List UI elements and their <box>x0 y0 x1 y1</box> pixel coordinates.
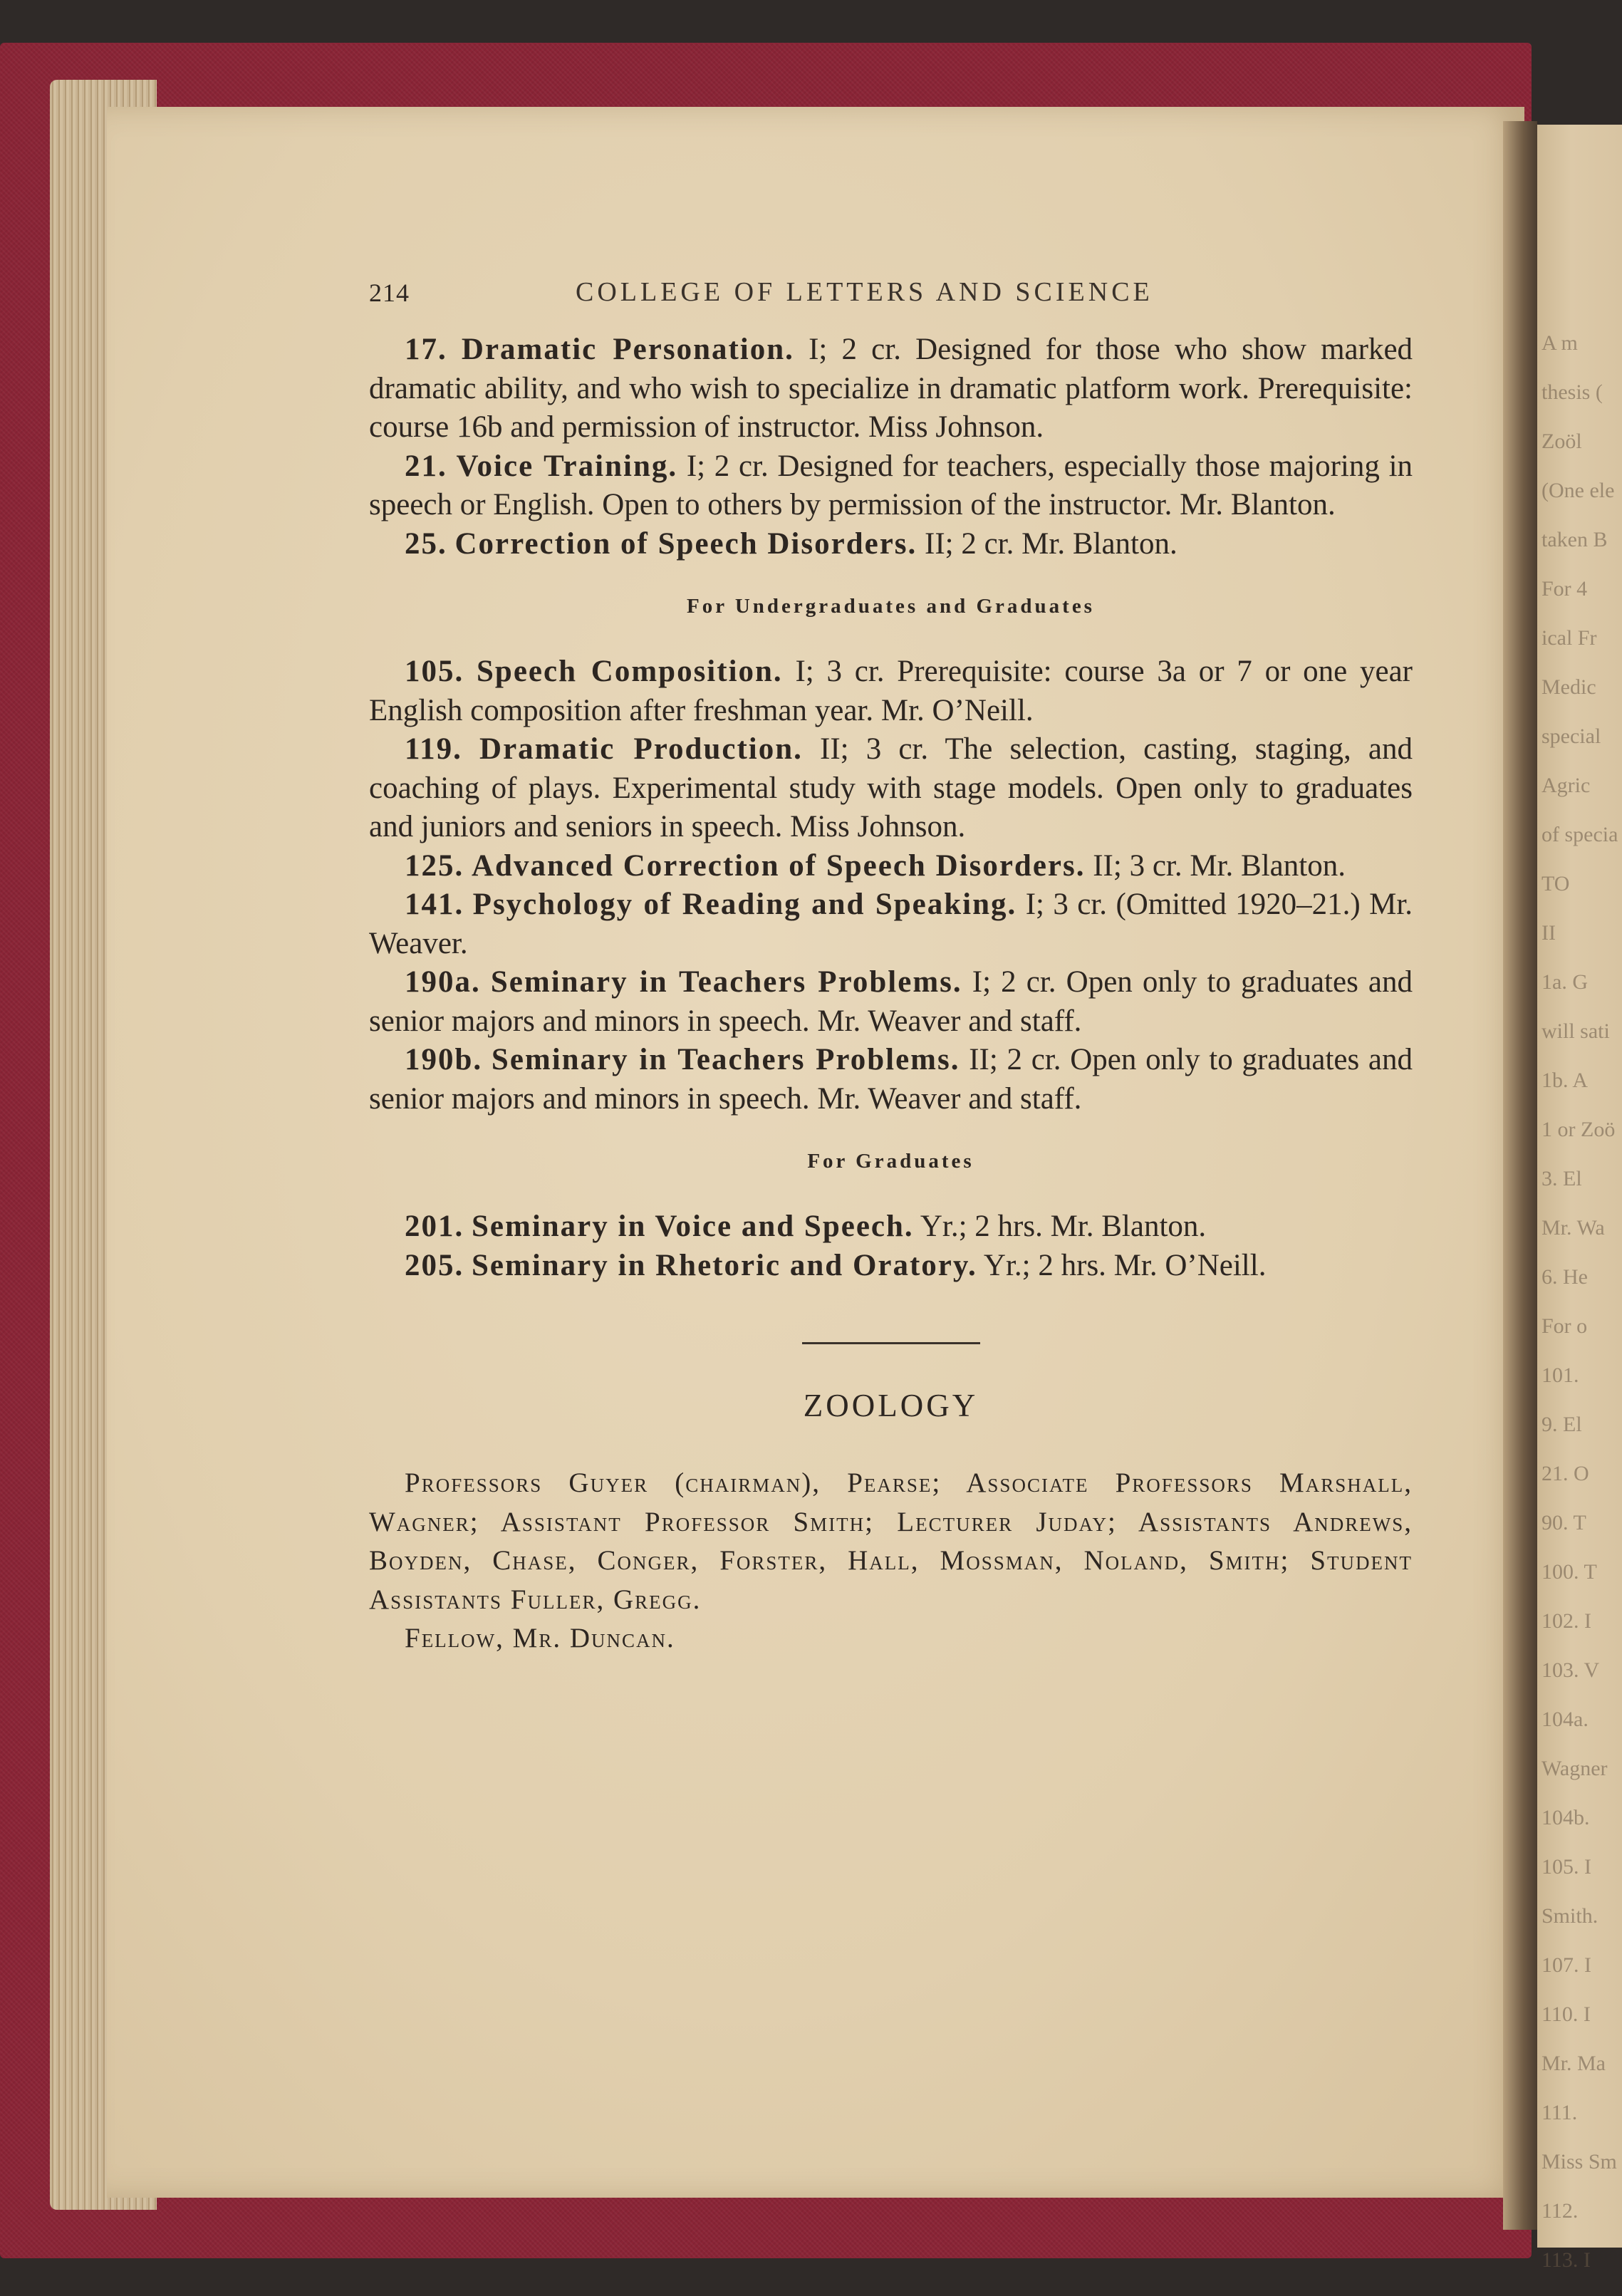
course-description: I; 2 cr. Designed for teachers, especially those majoring in speech or English. Open to others by permission of the instructor. Mr. Blanton. <box>369 449 1413 521</box>
next-page-fragment: Zoöl <box>1542 430 1582 453</box>
next-page-fragment: 111. <box>1542 2101 1578 2124</box>
course-entry <box>369 1041 1413 1118</box>
next-page-fragment: 6. He <box>1542 1265 1588 1289</box>
course-description: Yr.; 2 hrs. Mr. Blanton. <box>920 1210 1207 1243</box>
next-page-fragment: Mr. Wa <box>1542 1216 1605 1240</box>
next-page-fragment: Mr. Ma <box>1542 2052 1606 2075</box>
next-page-fragment: 102. I <box>1542 1609 1591 1633</box>
course-entry <box>369 885 1413 963</box>
course-description: I; 3 cr. Prerequisite: course 3a or 7 or one year English composition after freshman year. Mr. O’Neill. <box>369 655 1413 727</box>
next-page-fragment: 1 or Zoö <box>1542 1118 1616 1141</box>
next-page-fragment: Wagner <box>1542 1757 1608 1780</box>
course-number: 21. <box>405 449 447 483</box>
course-entry <box>369 331 1413 447</box>
next-page-fragment: 104a. <box>1542 1708 1589 1731</box>
next-page-fragment: 105. I <box>1542 1855 1591 1879</box>
next-page-fragment: 21. O <box>1542 1462 1589 1485</box>
next-page-fragment: (One ele <box>1542 479 1615 502</box>
book-gutter <box>1503 121 1537 2230</box>
running-title: COLLEGE OF LETTERS AND SCIENCE <box>576 277 1153 307</box>
section-divider <box>802 1342 980 1344</box>
course-entry <box>369 1207 1413 1247</box>
next-page-fragment: taken B <box>1542 528 1608 551</box>
course-entry <box>369 963 1413 1041</box>
next-page-fragment: 101. <box>1542 1363 1579 1387</box>
course-number: 205. <box>405 1248 464 1282</box>
section-heading-undergrad: For Undergraduates and Graduates <box>687 595 1095 618</box>
course-entry <box>369 1247 1413 1286</box>
running-head <box>369 271 1413 313</box>
next-page-fragment: Agric <box>1542 774 1591 797</box>
next-page-fragment: 103. V <box>1542 1658 1600 1682</box>
course-number: 201. <box>405 1210 464 1243</box>
course-list-grad <box>369 1207 1413 1285</box>
next-page-fragment: 104b. <box>1542 1806 1590 1829</box>
course-entry <box>369 447 1413 525</box>
course-number: 119. <box>405 732 462 766</box>
next-page-fragment: TO <box>1542 872 1570 895</box>
course-list-undergrad <box>369 653 1413 1118</box>
course-title: Voice Training. <box>456 449 678 483</box>
course-description: I; 2 cr. Designed for those who show marked dramatic ability, and who wish to specialize in dramatic platform work. Prerequisite: course 16b and permission of instructor. Miss Johnson. <box>369 333 1413 444</box>
next-page-fragment: Smith. <box>1542 1904 1598 1928</box>
course-number: 25. <box>405 526 447 561</box>
next-page-fragment: special <box>1542 724 1601 748</box>
course-number: 190b. <box>405 1043 483 1076</box>
next-page-fragment: will sati <box>1542 1019 1610 1043</box>
course-number: 141. <box>405 888 464 921</box>
next-page-fragment: 112. <box>1542 2199 1579 2223</box>
course-title: Dramatic Personation. <box>461 333 794 366</box>
next-page-fragment: A m <box>1542 331 1578 355</box>
next-page-fragment: 110. I <box>1542 2002 1591 2026</box>
next-page-edge <box>1537 125 1622 2272</box>
next-page-fragment: 100. T <box>1542 1560 1597 1584</box>
department-title: ZOOLOGY <box>803 1388 979 1423</box>
course-title: Speech Composition. <box>477 655 783 688</box>
next-page-fragment: 113. I <box>1542 2248 1591 2272</box>
course-description: I; 2 cr. Open only to graduates and senior majors and minors in speech. Mr. Weaver and staff. <box>369 965 1413 1038</box>
section-heading-grad: For Graduates <box>807 1150 974 1173</box>
course-description: Yr.; 2 hrs. Mr. O’Neill. <box>983 1248 1267 1282</box>
next-page-fragment: Medic <box>1542 675 1596 699</box>
next-page-fragment: Miss Sm <box>1542 2150 1617 2173</box>
page-text <box>369 271 1413 1658</box>
course-description: II; 3 cr. The selection, casting, staging, and coaching of plays. Experimental study with stage models. Open only to graduates and juniors and seniors in speech. Miss Johnson. <box>369 732 1413 843</box>
course-entry <box>369 653 1413 730</box>
course-title: Dramatic Production. <box>479 732 803 766</box>
course-entry <box>369 847 1413 886</box>
course-number: 17. <box>405 333 447 366</box>
next-page-fragment: For 4 <box>1542 577 1588 601</box>
course-description: II; 2 cr. Mr. Blanton. <box>925 526 1177 561</box>
course-entry <box>369 525 1413 564</box>
next-page-fragment: ical Fr <box>1542 626 1597 650</box>
course-title: Seminary in Teachers Problems. <box>491 1043 960 1076</box>
course-title: Seminary in Rhetoric and Oratory. <box>472 1248 977 1282</box>
course-description: I; 3 cr. (Omitted 1920–21.) Mr. Weaver. <box>369 888 1413 960</box>
course-entry <box>369 730 1413 847</box>
course-title: Correction of Speech Disorders. <box>454 526 917 561</box>
course-list-lower <box>369 331 1413 563</box>
course-title: Seminary in Teachers Problems. <box>490 965 962 999</box>
next-page-fragment: 1b. A <box>1542 1069 1589 1092</box>
staff-text-2: ), Pearse; Associate Professors Marshall, Wagner; Assistant Professor Smith; Lecturer Juday; Assistants Andrews, Boyden, Chase, Conger, Forster, Hall, Mossman, Noland, Smith; Student Assistants Fuller, Gregg. <box>369 1468 1413 1615</box>
staff-list <box>369 1464 1413 1619</box>
fellow-line: Fellow, Mr. Duncan. <box>405 1623 675 1653</box>
staff-chairman: chairman <box>685 1468 802 1498</box>
course-description: II; 3 cr. Mr. Blanton. <box>1093 848 1346 883</box>
course-title: Advanced Correction of Speech Disorders. <box>472 848 1086 883</box>
next-page-fragment: 1a. G <box>1542 970 1588 994</box>
next-page-fragment: of specia <box>1542 823 1618 846</box>
next-page-fragment: 3. El <box>1542 1167 1582 1190</box>
course-description: II; 2 cr. Open only to graduates and senior majors and minors in speech. Mr. Weaver and staff. <box>369 1043 1413 1116</box>
staff-text-1: Professors Guyer ( <box>405 1468 686 1498</box>
next-page-fragment: thesis ( <box>1542 380 1603 404</box>
course-number: 105. <box>405 655 464 688</box>
next-page-fragment: For o <box>1542 1314 1588 1338</box>
next-page-fragment: 9. El <box>1542 1413 1582 1436</box>
course-title: Seminary in Voice and Speech. <box>472 1210 914 1243</box>
next-page-fragment: II <box>1542 921 1556 945</box>
next-page-fragment: 107. I <box>1542 1953 1591 1977</box>
page-number: 214 <box>369 279 410 307</box>
course-title: Psychology of Reading and Speaking. <box>472 888 1017 921</box>
next-page-fragment: 90. T <box>1542 1511 1586 1534</box>
course-number: 190a. <box>405 965 481 999</box>
course-number: 125. <box>405 848 464 883</box>
